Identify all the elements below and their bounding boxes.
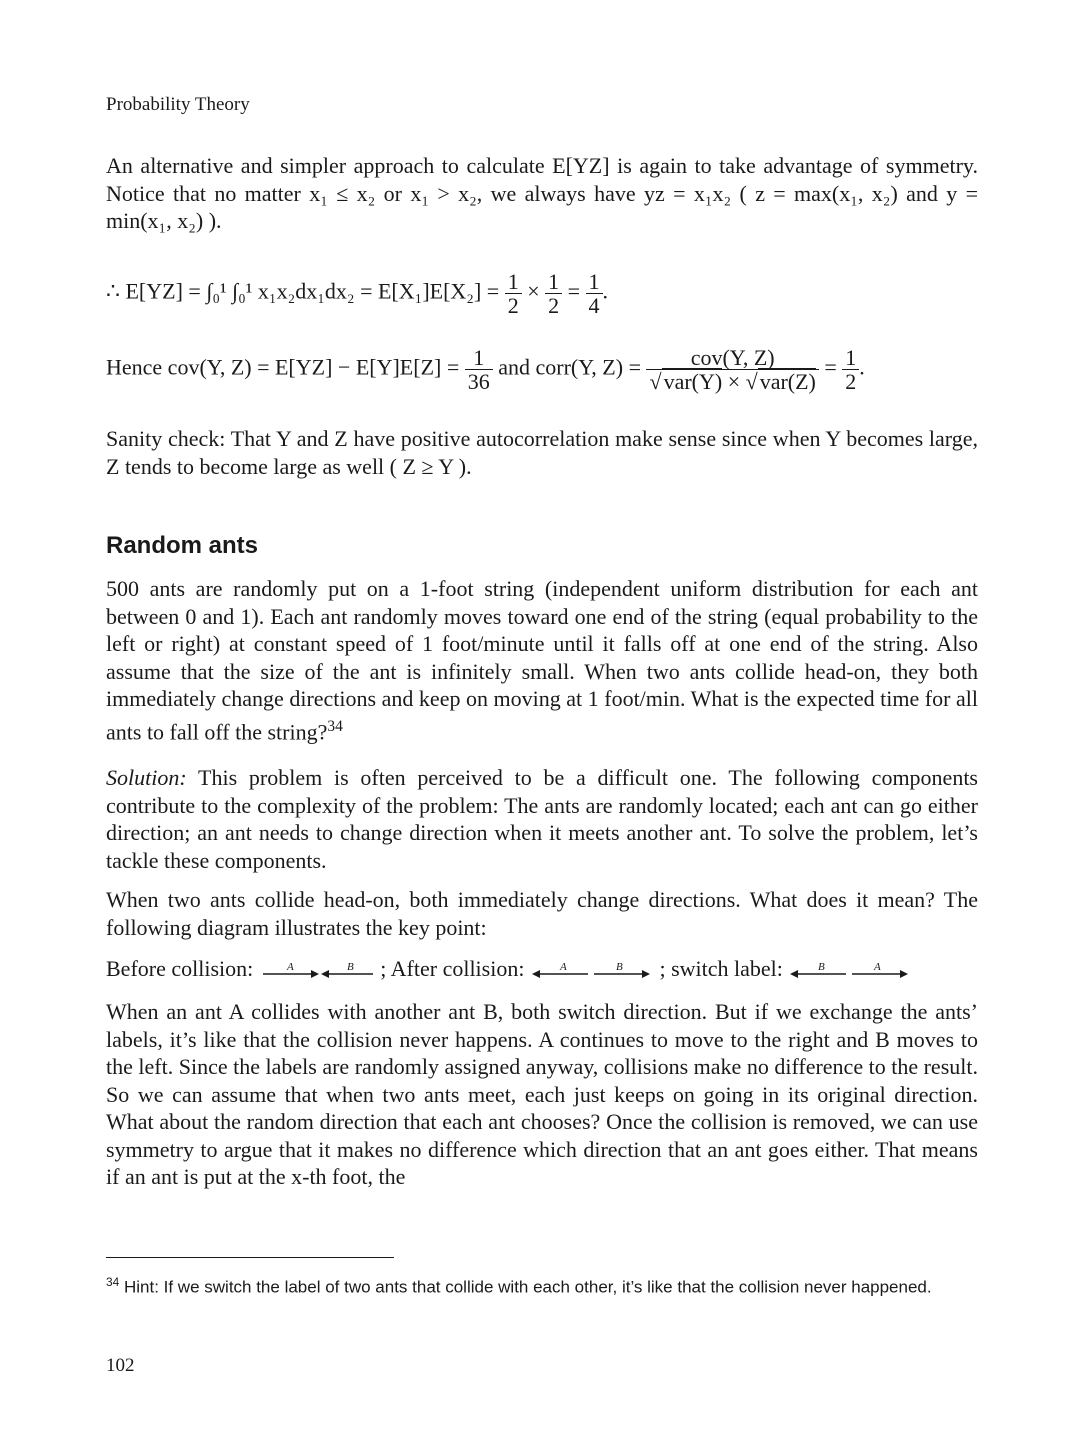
after-label-b: B [615, 960, 623, 973]
solution-label: Solution: [106, 765, 187, 790]
footnote-number: 34 [106, 1275, 120, 1289]
equation-expectation-yz [106, 270, 608, 317]
before-collision-arrows [259, 960, 375, 982]
diagram-after-label: ; After collision: [380, 956, 525, 981]
equation-covariance-correlation [106, 346, 865, 393]
diagram-before-label: Before collision: [106, 956, 254, 981]
after-label-a: A [559, 960, 567, 973]
eq2-fraction-half: $\frac{1}{2}$ [842, 346, 859, 393]
paragraph-solution: Solution: This problem is often perceived to be a difficult one. The following components contribute to the complexity of the problem: The ants are randomly located; each ant can go either direction; an ant needs to change direction when it meets another ant. To solve the problem, let’s tackle these components. [106, 765, 978, 873]
eq1-times: × [527, 278, 540, 304]
paragraph-explanation: When an ant A collides with another ant B, both switch direction. But if we exchange the ants’ labels, it’s like that the collision never happens. A continues to move to the right and B moves to the left. Since the labels are randomly assigned anyway, collisions make no difference to the result. So we can assume that when two ants meet, each just keeps on going in its original direction. What about the random direction that each ant chooses? Once the collision is removed, we can use symmetry to argue that it makes no difference which direction that an ant goes either. That means if an ant is put at the x-th foot, the [106, 999, 978, 1189]
switch-label-arrows [788, 960, 912, 982]
eq2-prefix: Hence cov(Y, Z) = E[YZ] − E[Y]E[Z] = [106, 354, 460, 380]
diagram-switch-label: ; switch label: [659, 956, 783, 981]
eq2-equals: = [824, 354, 837, 380]
eq1-end: . [602, 278, 609, 304]
collision-diagram [106, 956, 912, 982]
eq1-fraction-3: $\frac{1}{4}$ [586, 270, 603, 317]
eq2-end: . [859, 354, 865, 380]
eq1-fraction-2: $\frac{1}{2}$ [545, 270, 562, 317]
footnote-divider [106, 1257, 394, 1258]
running-head: Probability Theory [106, 94, 250, 115]
eq1-equals: = [567, 278, 581, 304]
section-heading: Random ants [106, 532, 259, 559]
paragraph-problem-statement: 500 ants are randomly put on a 1-foot string (independent uniform distribution for each ant between 0 and 1). Each ant randomly moves toward one end of the string (equal probability to the left or right) at constant speed of 1 foot/minute until it falls off at one end of the string. Also assume that the size of the ant is infinitely small. When two ants collide head-on, they both immediately change directions and keep on moving at 1 foot/min. What is the expected time for all ants to fall off the string?$^{34}$ [106, 576, 978, 744]
switch-label-a: A [874, 960, 882, 973]
paragraph-collision: When two ants collide head-on, both immediately change directions. What does it mean? The following diagram illustrates the key point: [106, 887, 978, 940]
eq1-lhs: ∴ E[YZ] = ∫₀¹ ∫₀¹ x₁x₂dx₁dx₂ = E[X₁]E[X₂] = [106, 278, 500, 304]
eq1-fraction-1: $\frac{1}{2}$ [505, 270, 522, 317]
before-label-a: A [286, 960, 294, 973]
page-number: 102 [106, 1355, 135, 1376]
after-collision-arrows [530, 960, 654, 982]
eq2-fraction-cov: $\frac{1}{36}$ [465, 346, 493, 393]
footnote-ref: 34 [327, 717, 343, 735]
before-label-b: B [346, 960, 354, 973]
paragraph-sanity-check: Sanity check: That Y and Z have positive autocorrelation make sense since when Y becomes large, Z tends to become large as well ( Z ≥ Y ). [106, 426, 978, 479]
footnote: $^{34}$ Hint: If we switch the label of two ants that collide with each other, it’s like that the collision never happened. [106, 1275, 932, 1297]
eq2-mid: and corr(Y, Z) = [498, 354, 641, 380]
eq2-fraction-corr: $\frac{\text{cov(Y, Z)}}{\text{√var(Y) × √var(Z)}}$ [646, 346, 818, 393]
switch-label-b: B [818, 960, 826, 973]
paragraph-symmetry: An alternative and simpler approach to calculate E[YZ] is again to take advantage of symmetry. Notice that no matter x₁ ≤ x₂ or x₁ > x₂, we always have yz = x₁x₂ ( z = max(x₁, x₂) and y = min(x₁, x₂) ). [106, 153, 978, 233]
